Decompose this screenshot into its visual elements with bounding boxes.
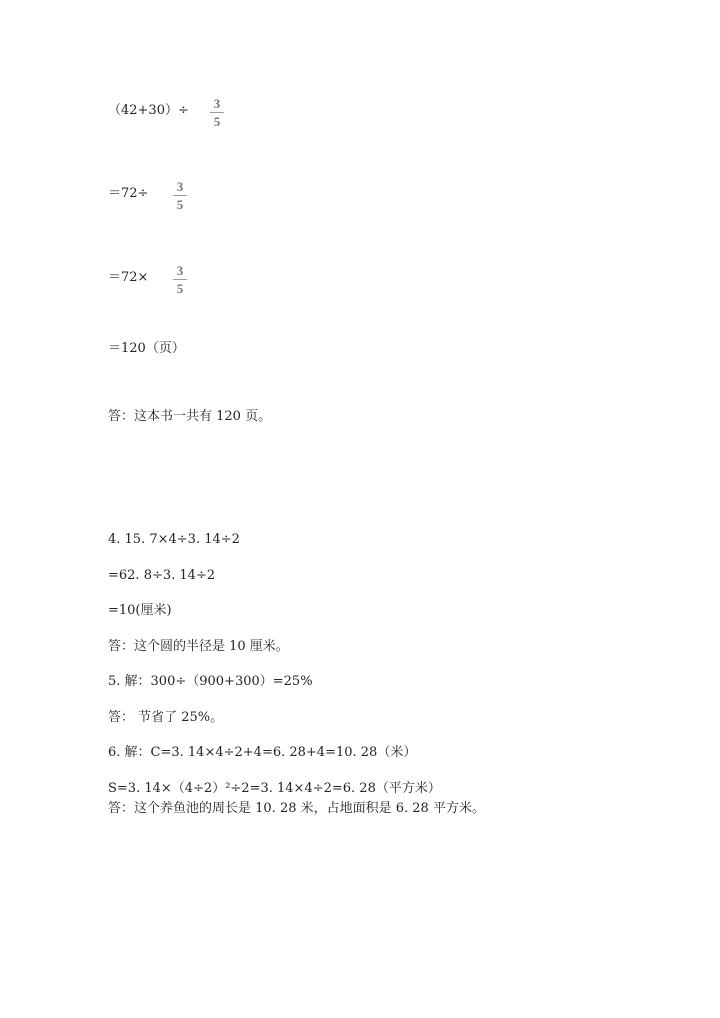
solution-6-line-2: S=3. 14×（4÷2）²÷2=3. 14×4÷2=6. 28（平方米） bbox=[108, 781, 441, 796]
solution-4-line-2: =62. 8÷3. 14÷2 bbox=[108, 568, 216, 583]
answer-6: 答：这个养鱼池的周长是 10. 28 米，占地面积是 6. 28 平方米。 bbox=[108, 801, 485, 816]
solution-5-line-1: 5. 解：300÷（900+300）=25% bbox=[108, 674, 313, 689]
solution-6-line-1: 6. 解：C=3. 14×4÷2+4=6. 28+4=10. 28（米） bbox=[108, 745, 417, 760]
answer-3: 答：这本书一共有 120 页。 bbox=[108, 409, 272, 424]
step-1-expression: （42+30）÷ bbox=[108, 103, 189, 118]
fraction-denominator: 5 bbox=[176, 281, 184, 296]
answer-4: 答：这个圆的半径是 10 厘米。 bbox=[108, 639, 289, 654]
fraction-numerator: 3 bbox=[176, 179, 184, 194]
step-4-result: ＝120（页） bbox=[108, 341, 185, 356]
fraction-bar bbox=[210, 112, 224, 113]
fraction-three-fifths bbox=[173, 180, 187, 211]
fraction-numerator: 3 bbox=[176, 263, 184, 278]
solution-4-line-1: 4. 15. 7×4÷3. 14÷2 bbox=[108, 532, 240, 547]
solution-4-line-3: =10(厘米) bbox=[108, 603, 172, 618]
fraction-denominator: 5 bbox=[176, 197, 184, 212]
fraction-bar bbox=[173, 279, 187, 280]
fraction-bar bbox=[173, 195, 187, 196]
fraction-three-fifths bbox=[210, 97, 224, 128]
fraction-denominator: 5 bbox=[213, 114, 221, 129]
answer-5: 答： 节省了 25%。 bbox=[108, 710, 224, 725]
step-3-expression: ＝72× bbox=[108, 270, 149, 285]
fraction-three-fifths bbox=[173, 264, 187, 295]
step-2-expression: ＝72÷ bbox=[108, 186, 149, 201]
fraction-numerator: 3 bbox=[213, 96, 221, 111]
